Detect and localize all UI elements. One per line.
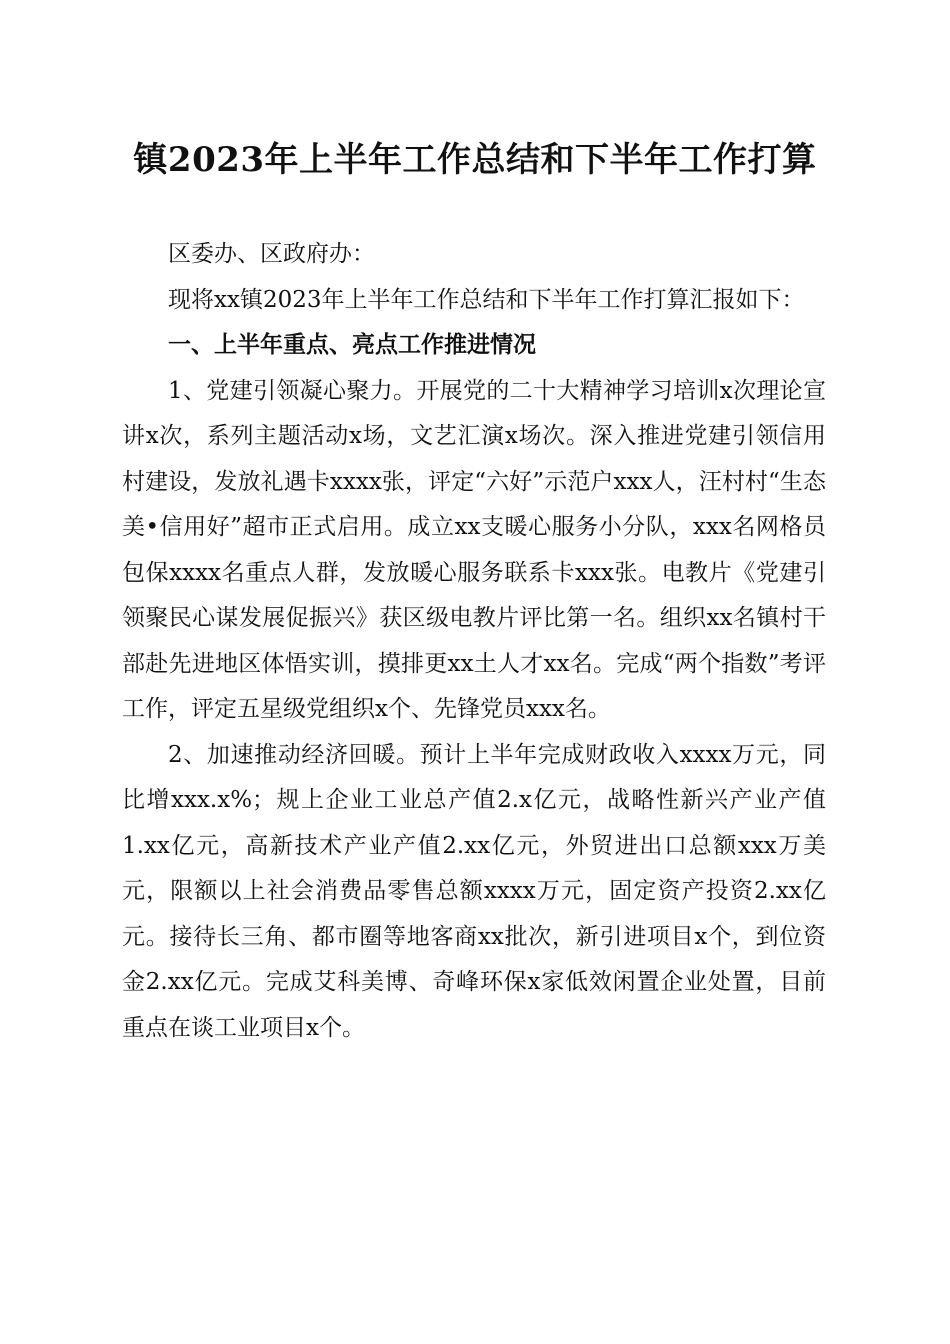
document-body: [122, 232, 826, 1051]
salutation: 区委办、区政府办：: [168, 241, 375, 267]
intro-paragraph: 现将xx镇2023年上半年工作总结和下半年工作打算汇报如下：: [168, 286, 805, 313]
paragraph-party-building: 1、党建引领凝心聚力。开展党的二十大精神学习培训x次理论宣讲x次，系列主题活动x场，文艺汇演x场次。深入推进党建引领信用村建设，发放礼遇卡xxxx张，评定“六好”示范户xxx人，汪村村“生态美•信用好”超市正式启用。成立xx支暖心服务小分队，xxx名网格员包保xxxx名重点人群，发放暖心服务联系卡xxx张。电教片《党建引领聚民心谋发展促振兴》获区级电教片评比第一名。组织xx名镇村干部赴先进地区体悟实训，摸排更xx土人才xx名。完成“两个指数”考评工作，评定五星级党组织x个、先锋党员xxx名。: [122, 377, 826, 722]
section-heading: 一、上半年重点、亮点工作推进情况: [168, 332, 536, 358]
paragraph-economy: 2、加速推动经济回暖。预计上半年完成财政收入xxxx万元，同比增xxx.x%；规上企业工业总产值2.x亿元，战略性新兴产业产值1.xx亿元，高新技术产业产值2.xx亿元，外贸进出口总额xxx万美元，限额以上社会消费品零售总额xxxx万元，固定资产投资2.xx亿元。接待长三角、都市圈等地客商xx批次，新引进项目x个，到位资金2.xx亿元。完成艾科美博、奇峰环保x家低效闲置企业处置，目前重点在谈工业项目x个。: [122, 741, 826, 1041]
document-title: 镇2023年上半年工作总结和下半年工作打算: [133, 140, 817, 180]
